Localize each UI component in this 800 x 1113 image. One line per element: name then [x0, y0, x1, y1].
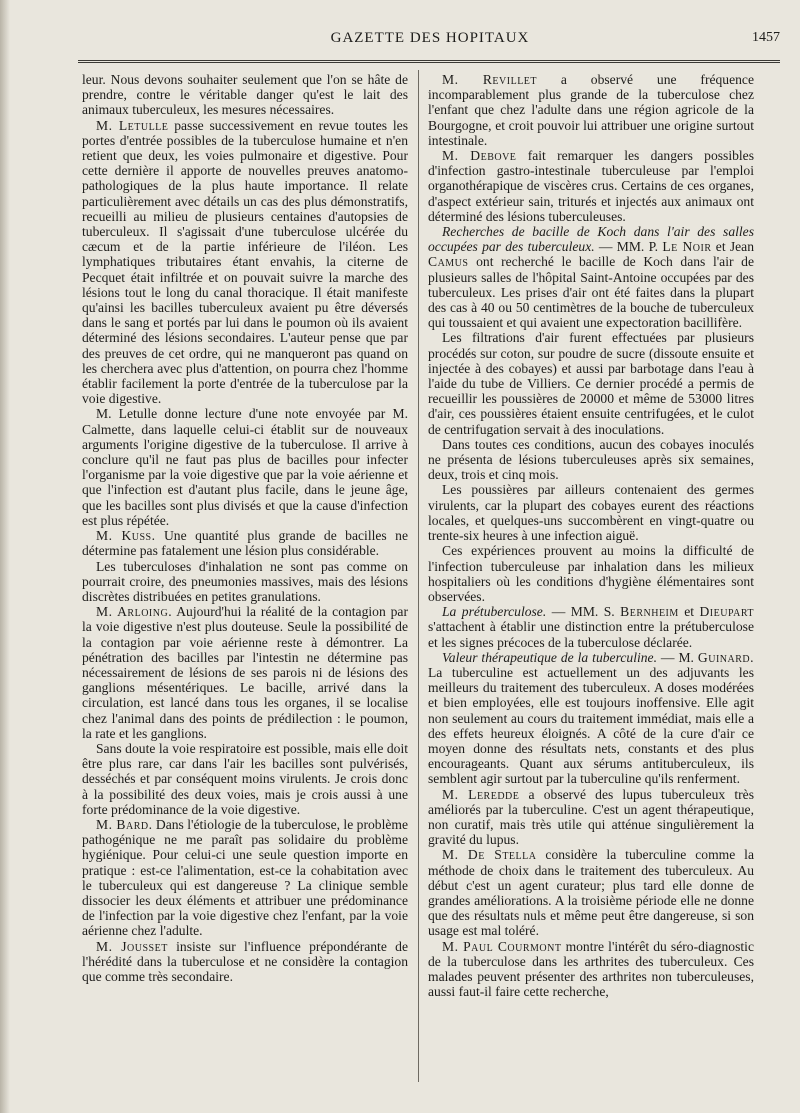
page-number: 1457 [752, 30, 780, 45]
paragraph: M. Arloing. Aujourd'hui la réalité de la contagion par la voie digestive n'est plus douteuse. Seule la possibilité de la contagion par voie aérienne reste à démontrer. La pénétration des bacilles par l'intestin ne détermine pas nécessairement de lésions de ses parois ni de lésions des ganglions mésentériques. Le bacille, arrivé dans la circulation, est lancé dans tous les organes, il se localise chez l'animal dans des points de prédilection : le poumon, la rate et les ganglions. [82, 604, 408, 741]
paragraph: Les tuberculoses d'inhalation ne sont pas comme on pourrait croire, des pneumonies massives, mais des lésions discrètes distribuées en petites granulations. [82, 558, 408, 604]
paragraph: M. Kuss. Une quantité plus grande de bacilles ne détermine pas fatalement une lésion plus considérable. [82, 528, 408, 559]
paragraph: Les poussières par ailleurs contenaient des germes virulents, car la plupart des cobayes eurent des réactions locales, et quelques-uns succombèrent en vingt-quatre ou trente-six heures à une infection aiguë. [428, 482, 754, 544]
speaker-name: Guinard. [697, 649, 755, 665]
paragraph: Recherches de bacille de Koch dans l'air des salles occupées par des tuberculeux. — MM. P. Le Noir et Jean Camus ont recherché le bacille de Koch dans l'air de plusieurs salles de l'hôpital Saint-Antoine occupées par des tuberculeux. Les prises d'air ont été faites dans la plupart des cas à 40 ou 50 centimètres de la bouche de tuberculeux qui toussaient et qui avaient une expectoration bacillifère. [428, 224, 755, 331]
paragraph: Valeur thérapeutique de la tuberculine. — M. Guinard. La tuberculine est actuellement un des adjuvants les meilleurs du traitement des tuberculeux. A doses modérées et bien employées, elle est toujours inoffensive. Elle agit non seulement au cours du traitement immédiat, mais elle a des effets heureux éloignés. A côté de la cure d'air ce moyen donne des résultats nets, constants et des plus encourageants. Quant aux sérums antituberculeux, ils semblent agir surtout par la tuberculine qu'ils renferment. [428, 649, 755, 787]
paragraph: Dans toutes ces conditions, aucun des cobayes inoculés ne présenta de lésions tuberculeuses après six semaines, deux, trois et cinq mois. [428, 436, 754, 483]
paragraph: M. Bard. Dans l'étiologie de la tuberculose, le problème pathogénique ne me paraît pas solidaire du problème hygiénique. Pour celui-ci une seule question importe en pratique : est-ce l'alimentation, est-ce la cohabitation avec le tuberculeux qui est dangereuse ? La clinique semble dissocier les deux éléments et attribuer une prédominance de l'infection par la voie digestive chez l'enfant, par la voie aérienne chez l'adulte. [82, 816, 408, 939]
speaker-name: Dieupart [699, 604, 755, 620]
speaker-name: M. Arloing. [96, 604, 173, 620]
speaker-name: M. De Stella [442, 847, 537, 863]
paragraph: M. Letulle donne lecture d'une note envoyée par M. Calmette, dans laquelle celui-ci établit sur de nouveaux arguments l'origine digestive de la tuberculose. Il arrive à conclure qu'il ne faut pas plus de bacilles pour infecter l'organisme par la voie digestive que par la voie aérienne et que l'infection est d'autant plus facile, dans le jeune âge, que les bacilles sont plus divisés et que la cause d'infection est plus répétée. [82, 406, 408, 528]
speaker-name: M. Paul Courmont [442, 938, 562, 954]
header-rule [78, 60, 780, 63]
left-column [82, 72, 408, 984]
paragraph: M. Letulle passe successivement en revue toutes les portes d'entrée possibles de la tuberculose humaine et n'en retient que deux, les voies pulmonaire et digestive. Pour cette dernière il apporte de nouvelles preuves anatomo-pathologiques de la plus haute importance. Il relate particulièrement avec détails un cas des plus démonstratifs, recueilli au milieu de plusieurs centaines d'autopsies de tuberculeux. Il s'agissait d'une tuberculose ulcérée du cæcum et de la partie inférieure de l'iléon. Les lymphatiques tributaires étant envahis, la citerne de Pecquet était infiltrée et on pouvait suivre la marche des lésions tout le long du canal thoracique. Il était manifeste qu'ainsi les bacilles tuberculeux avaient pu être déversés dans le sang et portés par lui dans le poumon où ils avaient déterminé des lésions secondaires. L'auteur pense que par des preuves de cet ordre, qui ne manqueront pas quand on les cherchera avec plus d'attention, on pourra chez l'homme établir facilement la porte d'entrée de la tuberculose par la voie digestive. [82, 117, 408, 407]
paragraph: Ces expériences prouvent au moins la difficulté de l'infection tuberculeuse par inhalation dans les milieux hospitaliers où les conditions d'hygiène élémentaires sont observées. [428, 543, 754, 604]
speaker-name: M. Bard. [96, 816, 153, 832]
paragraph: La prétuberculose. — MM. S. Bernheim et Dieupart s'attachent à établir une distinction entre la prétuberculose et les signes précoces de la tuberculose déclarée. [428, 604, 755, 650]
speaker-name: Le Noir [662, 239, 712, 255]
speaker-name: Bernheim [620, 604, 679, 620]
speaker-name: M. Debove [442, 148, 517, 164]
binding-edge [0, 0, 10, 1113]
paragraph: Sans doute la voie respiratoire est possible, mais elle doit être plus rare, car dans l'air les bacilles sont pulvérisés, desséchés et par conséquent moins virulents. Je crois donc à la possibilité des deux voies, mais je crois aussi à une forte prédominance de la voie digestive. [82, 740, 408, 817]
speaker-name: M. Kuss. [96, 528, 156, 544]
speaker-name: Camus [428, 254, 469, 270]
section-title: La prétuberculose. [442, 604, 547, 620]
speaker-name: M. Jousset [96, 938, 168, 954]
paragraph: M. Revillet a observé une fréquence incomparablement plus grande de la tuberculose chez l'enfant que chez l'adulte dans une région agricole de la Bourgogne, et croit pouvoir lui attribuer une origine surtout intestinale. [428, 72, 754, 148]
section-title: Recherches de bacille de Koch dans l'air des salles occupées par des tuberculeux. [428, 224, 754, 255]
paragraph: leur. Nous devons souhaiter seulement que l'on se hâte de prendre, contre le véritable danger qu'est le lait des animaux tuberculeux, les mesures nécessaires. [82, 72, 408, 118]
paragraph: M. De Stella considère la tuberculine comme la méthode de choix dans le traitement des tuberculeux. Au début c'est un agent curateur; plus tard elle donne de grandes améliorations. A la troisième période elle ne donne que des résultats nuls et même peut être dangereuse, si son usage est mal toléré. [428, 847, 754, 939]
paragraph: Les filtrations d'air furent effectuées par plusieurs procédés sur coton, sur poudre de sucre (dissoute ensuite et injectée à des cobayes) et aussi par barbotage dans l'eau à l'aide du tube de Villiers. Ce dernier procédé a permis de recueillir les poussières de 20000 et même de 53000 litres d'air, ces poussières étaient ensuite centrifugées, et le culot de centrifugation servait à des inoculations. [428, 330, 754, 437]
journal-title: GAZETTE DES HOPITAUX [330, 30, 530, 46]
speaker-name: M. Leredde [442, 786, 520, 802]
page-header [80, 30, 780, 56]
paragraph: M. Paul Courmont montre l'intérêt du séro-diagnostic de la tuberculose dans les arthrites des tuberculeux. Ces malades peuvent présenter des arthrites non tuberculeuses, aussi faut-il faire cette recherche, [428, 938, 754, 1000]
speaker-name: M. Revillet [442, 72, 538, 87]
paragraph: M. Leredde a observé des lupus tuberculeux très améliorés par la tuberculine. C'est un agent thérapeutique, non curatif, mais très utile qui atténue singulièrement la gravité du lupus. [428, 786, 754, 848]
section-title: Valeur thérapeutique de la tuberculine. [442, 649, 657, 665]
right-column [428, 72, 754, 999]
speaker-name: M. Letulle [96, 117, 169, 133]
paragraph: M. Debove fait remarquer les dangers possibles d'infection gastro-intestinale tuberculeuse par l'emploi organothérapique de viscères crus. Certains de ces organes, d'aspect extérieur sain, triturés et injectés aux animaux ont déterminé des lésions tuberculeuses. [428, 148, 755, 224]
paragraph: M. Jousset insiste sur l'influence prépondérante de l'hérédité dans la tuberculose et ne considère la contagion que comme très secondaire. [82, 938, 408, 984]
column-divider [418, 70, 419, 1082]
